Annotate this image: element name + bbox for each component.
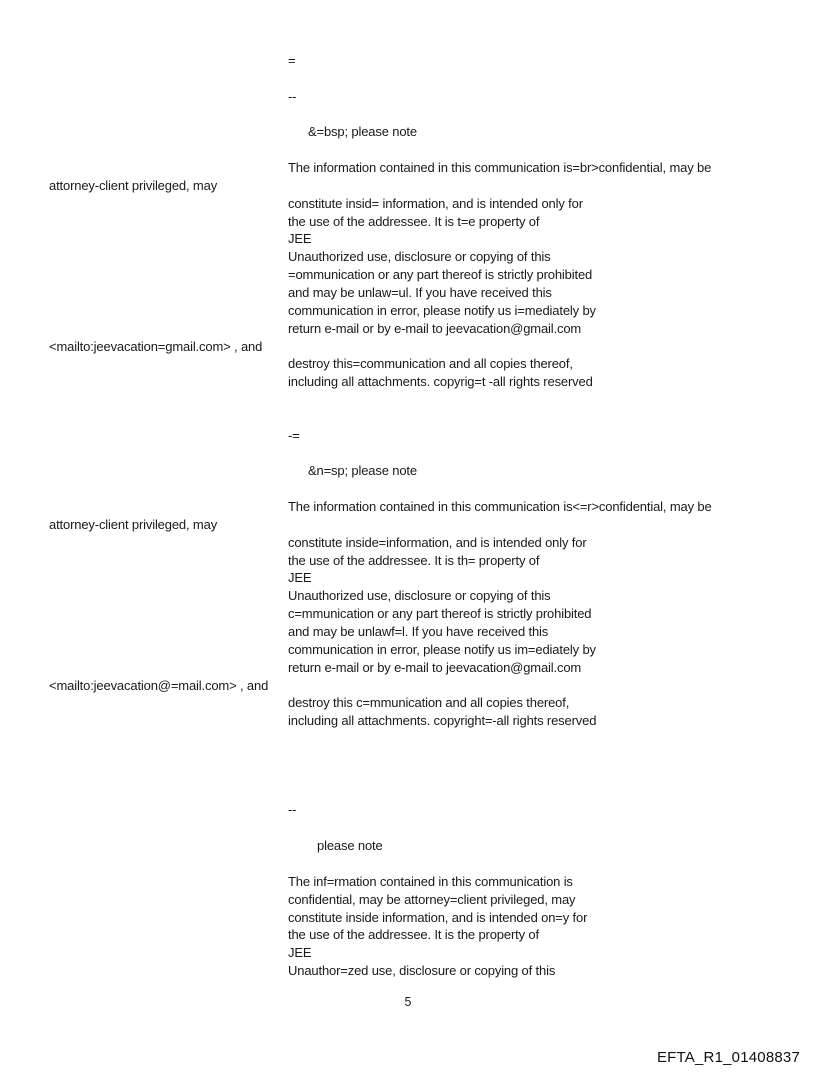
text-line: <mailto:jeevacation=gmail.com> , and xyxy=(49,338,263,354)
text-line: JEE xyxy=(288,945,312,961)
text-line: attorney-client privileged, may xyxy=(49,177,218,193)
blank-line xyxy=(0,409,816,427)
text-line: constitute insid= information, and is intended only for xyxy=(288,195,583,211)
blank-line xyxy=(0,445,816,463)
blank-line xyxy=(0,766,816,784)
text-line: Unauthor=zed use, disclosure or copying of this xyxy=(288,963,556,979)
text-line: -- xyxy=(288,802,297,818)
page-number: 5 xyxy=(404,995,412,1009)
text-line: destroy this c=mmunication and all copies thereof, xyxy=(288,695,570,711)
email-disclaimer-text xyxy=(0,52,816,980)
text-line: The inf=rmation contained in this communication is xyxy=(288,873,573,889)
text-line: return e-mail or by e-mail to jeevacation@gmail.com xyxy=(288,659,582,675)
text-line: communication in error, please notify us i=mediately by xyxy=(288,302,596,318)
text-line: JEE xyxy=(288,570,312,586)
text-line: including all attachments. copyright=-all rights reserved xyxy=(288,713,597,729)
text-line: Unauthorized use, disclosure or copying of this xyxy=(288,249,551,265)
text-line: communication in error, please notify us im=ediately by xyxy=(288,641,596,657)
text-line: <mailto:jeevacation@=mail.com> , and xyxy=(49,677,269,693)
text-line: JEE xyxy=(288,231,312,247)
text-line: &n=sp; please note xyxy=(308,463,417,479)
blank-line xyxy=(0,855,816,873)
text-line: please note xyxy=(317,838,383,854)
text-line: The information contained in this communication is<=r>confidential, may be xyxy=(288,499,712,515)
blank-line xyxy=(0,480,816,498)
text-line: -= xyxy=(288,427,300,443)
text-line: constitute inside=information, and is intended only for xyxy=(288,534,587,550)
text-line: confidential, may be attorney=client privileged, may xyxy=(288,891,576,907)
text-line: including all attachments. copyrig=t -all rights reserved xyxy=(288,374,593,390)
blank-line xyxy=(0,784,816,802)
blank-line xyxy=(0,70,816,88)
text-line: destroy this=communication and all copies thereof, xyxy=(288,356,573,372)
text-line: and may be unlaw=ul. If you have received this xyxy=(288,284,552,300)
text-line: the use of the addressee. It is the property of xyxy=(288,927,539,943)
blank-line xyxy=(0,730,816,748)
blank-line xyxy=(0,141,816,159)
blank-line xyxy=(0,819,816,837)
text-line: the use of the addressee. It is th= property of xyxy=(288,552,540,568)
text-line: constitute inside information, and is intended on=y for xyxy=(288,909,588,925)
text-line: -- xyxy=(288,88,297,104)
text-line: &=bsp; please note xyxy=(308,124,417,140)
text-line: Unauthorized use, disclosure or copying of this xyxy=(288,588,551,604)
text-line: the use of the addressee. It is t=e property of xyxy=(288,213,540,229)
text-line: The information contained in this communication is=br>confidential, may be xyxy=(288,160,712,176)
text-line: and may be unlawf=l. If you have received this xyxy=(288,624,549,639)
blank-line xyxy=(0,106,816,124)
text-line: = xyxy=(288,53,296,68)
blank-line xyxy=(0,391,816,409)
text-line: return e-mail or by e-mail to jeevacation@gmail.com xyxy=(288,320,582,336)
blank-line xyxy=(0,748,816,766)
text-line: attorney-client privileged, may xyxy=(49,516,218,532)
text-line: c=mmunication or any part thereof is strictly prohibited xyxy=(288,606,592,622)
text-line: =ommunication or any part thereof is strictly prohibited xyxy=(288,267,593,283)
bates-number: EFTA_R1_01408837 xyxy=(656,1049,800,1066)
